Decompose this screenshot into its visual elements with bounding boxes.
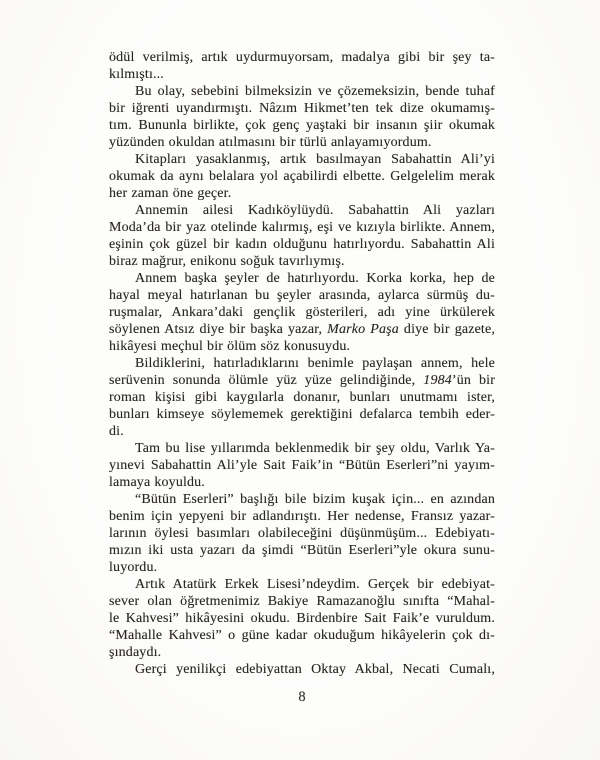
text-line: le Kahvesi” hikâyesini okudu. Birdenbire Sait Faik’e vuruldum. xyxy=(109,611,495,626)
text-line: ödül verilmiş, artık uydurmuyorsam, madalya gibi bir şey ta- xyxy=(109,50,495,65)
text-line: söylenen Atsız diye bir başka yazar, Marko Paşa diye bir gazete, xyxy=(109,322,495,337)
text-line: kılmıştı... xyxy=(109,67,164,82)
text-line: di. xyxy=(109,424,124,439)
text-line: hikâyesi meçhul bir ölüm söz konusuydu. xyxy=(109,339,351,354)
text-line: Annem başka şeyler de hatırlıyordu. Korka korka, hep de xyxy=(135,271,495,286)
text-line: Annemin ailesi Kadıköylüydü. Sabahattin Ali yazları xyxy=(135,203,495,218)
text-line: “Bütün Eserleri” başlığı bile bizim kuşak için... en azından xyxy=(135,492,495,507)
text-line: eşinin çok güzel bir kadın olduğunu hatırlıyordu. Sabahattin Ali xyxy=(109,237,495,252)
text-line: lamaya koyuldu. xyxy=(109,475,205,490)
paragraph xyxy=(109,83,495,151)
paragraph xyxy=(109,270,495,355)
text-line: Gerçi yenilikçi edebiyattan Oktay Akbal, Necati Cumalı, xyxy=(135,662,495,677)
text-line: hayal meyal hatırlanan bu şeyler arasında, aylarca sürmüş du- xyxy=(109,288,495,303)
text-line: okumak da aynı belalara yol açabilirdi elbette. Gelgelelim merak xyxy=(109,169,495,184)
text-line: bir iğrenti uyandırmıştı. Nâzım Hikmet’ten tek dize okumamış- xyxy=(109,101,495,116)
paragraph xyxy=(109,661,495,678)
paragraph xyxy=(109,49,495,83)
text-line: benim için yepyeni bir adlandırıştı. Her nedense, Fransız yazar- xyxy=(109,509,495,524)
page-number: 8 xyxy=(298,689,306,705)
paragraph xyxy=(109,440,495,491)
text-line: yınevi Sabahattin Ali’yle Sait Faik’in “Bütün Eserleri”ni yayım- xyxy=(109,458,495,473)
text-line: Artık Atatürk Erkek Lisesi’ndeydim. Gerçek bir edebiyat- xyxy=(135,577,495,592)
paragraph xyxy=(109,202,495,270)
paragraph xyxy=(109,491,495,576)
paragraph xyxy=(109,355,495,440)
text-line: bunları kimseye söylememek gerektiğini defalarca tembih eder- xyxy=(109,407,495,422)
text-line: ruşmalar, Ankara’daki gençlik gösterileri, adı yine ürkülerek xyxy=(109,305,495,320)
text-line: tım. Bununla birlikte, çok genç yaştaki bir insanın şiir okumak xyxy=(109,118,495,133)
text-line: Tam bu lise yıllarımda beklenmedik bir şey oldu, Varlık Ya- xyxy=(135,441,495,456)
text-line: mızın iki usta yazarı da şimdi “Bütün Eserleri”yle okura sunu- xyxy=(109,543,495,558)
text-line: her zaman öne geçer. xyxy=(109,186,232,201)
text-line: larının öylesi basımları olabileceğini düşünmüşüm... Edebiyatı- xyxy=(109,526,495,541)
text-line: “Mahalle Kahvesi” o güne kadar okuduğum hikâyelerin çok dı- xyxy=(109,628,495,643)
text-line: şındaydı. xyxy=(109,645,162,660)
text-line: Moda’da bir yaz otelinde kalırmış, eşi ve kızıyla birlikte. Annem, xyxy=(109,220,495,235)
text-line: luyordu. xyxy=(109,560,158,575)
text-line: Kitapları yasaklanmış, artık basılmayan Sabahattin Ali’yi xyxy=(135,152,495,167)
text-line: sever olan öğretmenimiz Bakiye Ramazanoğlu sınıfta “Mahal- xyxy=(109,594,495,609)
text-line: Bildiklerini, hatırladıklarını benimle paylaşan annem, hele xyxy=(135,356,495,371)
text-line: biraz mağrur, enikonu soğuk tavırlıymış. xyxy=(109,254,345,269)
paragraph xyxy=(109,151,495,202)
text-line: Bu olay, sebebini bilmeksizin ve çözemeksizin, bende tuhaf xyxy=(135,84,495,99)
text-line: serüvenin sonunda ölümle yüz yüze gelindiğinde, 1984’ün bir xyxy=(109,373,496,388)
text-line: yüzünden okuldan atılmasını bir türlü anlayamıyordum. xyxy=(109,135,432,150)
paragraph xyxy=(109,576,495,661)
text-block xyxy=(109,49,495,678)
text-line: roman kişisi gibi kaygılarla donanır, bunları unutmamı ister, xyxy=(109,390,495,405)
